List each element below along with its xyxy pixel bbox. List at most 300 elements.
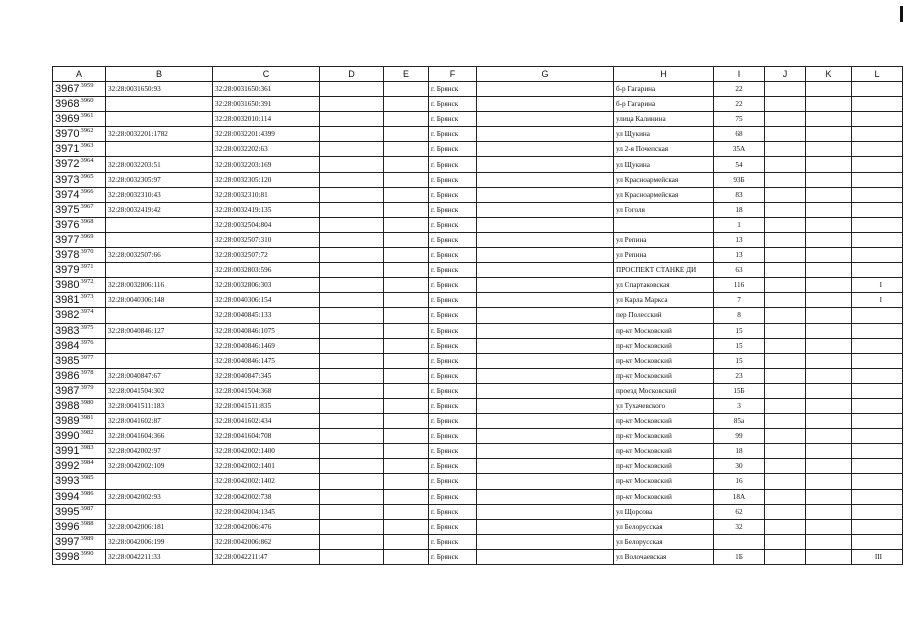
cell-i[interactable]: 15 (714, 338, 765, 353)
cell-b[interactable]: 32:28:0032201:1782 (106, 127, 213, 142)
cell-c[interactable]: 32:28:0032310:81 (213, 187, 320, 202)
cell-e[interactable] (384, 414, 429, 429)
cell-c[interactable]: 32:28:0032203:169 (213, 157, 320, 172)
cell-c[interactable]: 32:28:0041504:368 (213, 383, 320, 398)
cell-j[interactable] (765, 549, 806, 564)
cell-g[interactable] (477, 459, 614, 474)
cell-e[interactable] (384, 338, 429, 353)
cell-i[interactable] (714, 534, 765, 549)
cell-h[interactable]: ул Тухачевского (614, 398, 714, 413)
row-header-cell[interactable] (53, 248, 106, 263)
cell-d[interactable] (320, 172, 384, 187)
cell-j[interactable] (765, 278, 806, 293)
cell-f[interactable]: г. Брянск (429, 142, 477, 157)
cell-c[interactable]: 32:28:0042211:47 (213, 549, 320, 564)
cell-f[interactable]: г. Брянск (429, 202, 477, 217)
cell-g[interactable] (477, 157, 614, 172)
cell-l[interactable] (852, 323, 903, 338)
cell-e[interactable] (384, 323, 429, 338)
cell-l[interactable]: III (852, 549, 903, 564)
row-header-cell[interactable] (53, 383, 106, 398)
cell-h[interactable]: пр-кт Московский (614, 459, 714, 474)
cell-k[interactable] (806, 429, 852, 444)
cell-e[interactable] (384, 353, 429, 368)
cell-g[interactable] (477, 112, 614, 127)
cell-e[interactable] (384, 549, 429, 564)
cell-d[interactable] (320, 142, 384, 157)
cell-c[interactable]: 32:28:0040846:1475 (213, 353, 320, 368)
cell-b[interactable] (106, 263, 213, 278)
cell-h[interactable]: пр-кт Московский (614, 323, 714, 338)
cell-g[interactable] (477, 172, 614, 187)
cell-d[interactable] (320, 263, 384, 278)
cell-d[interactable] (320, 248, 384, 263)
column-header-h[interactable]: H (614, 67, 714, 82)
cell-k[interactable] (806, 459, 852, 474)
cell-j[interactable] (765, 534, 806, 549)
cell-f[interactable]: г. Брянск (429, 157, 477, 172)
cell-g[interactable] (477, 293, 614, 308)
row-header-cell[interactable] (53, 534, 106, 549)
row-header-cell[interactable] (53, 263, 106, 278)
cell-h[interactable]: пр-кт Московский (614, 429, 714, 444)
row-header-cell[interactable] (53, 323, 106, 338)
row-header-cell[interactable] (53, 308, 106, 323)
cell-b[interactable]: 32:28:0032305:97 (106, 172, 213, 187)
row-header-cell[interactable] (53, 414, 106, 429)
cell-k[interactable] (806, 519, 852, 534)
cell-j[interactable] (765, 142, 806, 157)
cell-d[interactable] (320, 519, 384, 534)
cell-l[interactable] (852, 414, 903, 429)
row-header-cell[interactable] (53, 217, 106, 232)
cell-d[interactable] (320, 202, 384, 217)
cell-i[interactable]: 63 (714, 263, 765, 278)
cell-b[interactable]: 32:28:0032507:66 (106, 248, 213, 263)
cell-k[interactable] (806, 97, 852, 112)
cell-e[interactable] (384, 263, 429, 278)
cell-b[interactable]: 32:28:0040847:67 (106, 368, 213, 383)
cell-d[interactable] (320, 127, 384, 142)
cell-j[interactable] (765, 127, 806, 142)
cell-f[interactable]: г. Брянск (429, 263, 477, 278)
cell-l[interactable] (852, 97, 903, 112)
cell-c[interactable]: 32:28:0032201:4399 (213, 127, 320, 142)
cell-h[interactable]: ул Репина (614, 232, 714, 247)
row-header-cell[interactable] (53, 459, 106, 474)
cell-f[interactable]: г. Брянск (429, 308, 477, 323)
cell-k[interactable] (806, 82, 852, 97)
cell-i[interactable]: 15 (714, 353, 765, 368)
cell-h[interactable]: ул Репина (614, 248, 714, 263)
cell-e[interactable] (384, 232, 429, 247)
cell-b[interactable]: 32:28:0040306:148 (106, 293, 213, 308)
cell-c[interactable]: 32:28:0041604:708 (213, 429, 320, 444)
cell-j[interactable] (765, 248, 806, 263)
cell-g[interactable] (477, 489, 614, 504)
cell-b[interactable] (106, 217, 213, 232)
cell-f[interactable]: г. Брянск (429, 459, 477, 474)
cell-j[interactable] (765, 82, 806, 97)
cell-f[interactable]: г. Брянск (429, 549, 477, 564)
cell-k[interactable] (806, 414, 852, 429)
cell-e[interactable] (384, 187, 429, 202)
cell-b[interactable]: 32:28:0032203:51 (106, 157, 213, 172)
cell-j[interactable] (765, 263, 806, 278)
cell-d[interactable] (320, 97, 384, 112)
cell-d[interactable] (320, 217, 384, 232)
cell-h[interactable]: пр-кт Московский (614, 353, 714, 368)
cell-f[interactable]: г. Брянск (429, 429, 477, 444)
cell-i[interactable]: 75 (714, 112, 765, 127)
cell-g[interactable] (477, 97, 614, 112)
column-header-i[interactable]: I (714, 67, 765, 82)
cell-j[interactable] (765, 308, 806, 323)
cell-i[interactable]: 30 (714, 459, 765, 474)
cell-h[interactable]: ул 2-я Почепская (614, 142, 714, 157)
column-header-e[interactable]: E (384, 67, 429, 82)
cell-k[interactable] (806, 293, 852, 308)
cell-i[interactable]: 35А (714, 142, 765, 157)
row-header-cell[interactable] (53, 112, 106, 127)
cell-h[interactable]: ул Красноармейская (614, 172, 714, 187)
row-header-cell[interactable] (53, 519, 106, 534)
row-header-cell[interactable] (53, 172, 106, 187)
cell-e[interactable] (384, 504, 429, 519)
cell-k[interactable] (806, 202, 852, 217)
cell-j[interactable] (765, 202, 806, 217)
cell-h[interactable]: ул Спартаковская (614, 278, 714, 293)
cell-d[interactable] (320, 549, 384, 564)
cell-l[interactable] (852, 383, 903, 398)
cell-h[interactable]: ул Белорусская (614, 534, 714, 549)
row-header-cell[interactable] (53, 489, 106, 504)
cell-f[interactable]: г. Брянск (429, 383, 477, 398)
cell-c[interactable]: 32:28:0042002:738 (213, 489, 320, 504)
cell-g[interactable] (477, 308, 614, 323)
cell-i[interactable]: 13 (714, 232, 765, 247)
cell-k[interactable] (806, 232, 852, 247)
cell-g[interactable] (477, 202, 614, 217)
cell-h[interactable]: б-р Гагарина (614, 82, 714, 97)
cell-c[interactable]: 32:28:0031650:361 (213, 82, 320, 97)
cell-f[interactable]: г. Брянск (429, 414, 477, 429)
cell-e[interactable] (384, 383, 429, 398)
cell-k[interactable] (806, 142, 852, 157)
cell-f[interactable]: г. Брянск (429, 338, 477, 353)
cell-l[interactable] (852, 232, 903, 247)
cell-g[interactable] (477, 278, 614, 293)
cell-k[interactable] (806, 112, 852, 127)
cell-e[interactable] (384, 97, 429, 112)
cell-d[interactable] (320, 323, 384, 338)
cell-b[interactable]: 32:28:0041602:87 (106, 414, 213, 429)
cell-i[interactable]: 22 (714, 97, 765, 112)
cell-c[interactable]: 32:28:0032419:135 (213, 202, 320, 217)
cell-j[interactable] (765, 504, 806, 519)
cell-d[interactable] (320, 398, 384, 413)
cell-j[interactable] (765, 97, 806, 112)
cell-i[interactable]: 8 (714, 308, 765, 323)
column-header-j[interactable]: J (765, 67, 806, 82)
cell-i[interactable]: 18 (714, 444, 765, 459)
cell-e[interactable] (384, 278, 429, 293)
cell-b[interactable]: 32:28:0042211:33 (106, 549, 213, 564)
cell-l[interactable] (852, 217, 903, 232)
cell-b[interactable]: 32:28:0032310:43 (106, 187, 213, 202)
cell-j[interactable] (765, 459, 806, 474)
cell-i[interactable]: 1 (714, 217, 765, 232)
cell-d[interactable] (320, 308, 384, 323)
row-header-cell[interactable] (53, 293, 106, 308)
column-header-l[interactable]: L (852, 67, 903, 82)
cell-f[interactable]: г. Брянск (429, 187, 477, 202)
cell-b[interactable] (106, 504, 213, 519)
cell-h[interactable]: ул Карла Маркса (614, 293, 714, 308)
cell-j[interactable] (765, 474, 806, 489)
cell-i[interactable]: 54 (714, 157, 765, 172)
cell-e[interactable] (384, 293, 429, 308)
cell-h[interactable]: улица Калинина (614, 112, 714, 127)
cell-l[interactable] (852, 142, 903, 157)
cell-d[interactable] (320, 383, 384, 398)
cell-i[interactable]: 62 (714, 504, 765, 519)
cell-k[interactable] (806, 353, 852, 368)
cell-c[interactable]: 32:28:0032507:72 (213, 248, 320, 263)
cell-j[interactable] (765, 414, 806, 429)
cell-h[interactable]: пр-кт Московский (614, 489, 714, 504)
cell-d[interactable] (320, 112, 384, 127)
row-header-cell[interactable] (53, 157, 106, 172)
cell-i[interactable]: 83 (714, 187, 765, 202)
cell-k[interactable] (806, 248, 852, 263)
cell-d[interactable] (320, 429, 384, 444)
cell-j[interactable] (765, 489, 806, 504)
cell-f[interactable]: г. Брянск (429, 489, 477, 504)
row-header-cell[interactable] (53, 549, 106, 564)
cell-e[interactable] (384, 157, 429, 172)
cell-d[interactable] (320, 157, 384, 172)
cell-l[interactable] (852, 157, 903, 172)
cell-f[interactable]: г. Брянск (429, 519, 477, 534)
cell-f[interactable]: г. Брянск (429, 444, 477, 459)
cell-b[interactable]: 32:28:0041504:302 (106, 383, 213, 398)
cell-b[interactable]: 32:28:0041511:183 (106, 398, 213, 413)
cell-h[interactable]: ПРОСПЕКТ СТАНКЕ ДИ (614, 263, 714, 278)
cell-c[interactable]: 32:28:0040306:154 (213, 293, 320, 308)
cell-l[interactable]: I (852, 293, 903, 308)
cell-d[interactable] (320, 489, 384, 504)
cell-d[interactable] (320, 293, 384, 308)
cell-j[interactable] (765, 383, 806, 398)
cell-e[interactable] (384, 248, 429, 263)
cell-g[interactable] (477, 549, 614, 564)
cell-l[interactable] (852, 353, 903, 368)
cell-g[interactable] (477, 217, 614, 232)
cell-k[interactable] (806, 338, 852, 353)
cell-e[interactable] (384, 82, 429, 97)
cell-k[interactable] (806, 323, 852, 338)
cell-c[interactable]: 32:28:0040846:1469 (213, 338, 320, 353)
cell-c[interactable]: 32:28:0032202:63 (213, 142, 320, 157)
cell-l[interactable] (852, 504, 903, 519)
cell-d[interactable] (320, 338, 384, 353)
row-header-cell[interactable] (53, 202, 106, 217)
cell-j[interactable] (765, 293, 806, 308)
cell-i[interactable]: 93Б (714, 172, 765, 187)
cell-g[interactable] (477, 248, 614, 263)
cell-j[interactable] (765, 187, 806, 202)
cell-c[interactable]: 32:28:0032806:303 (213, 278, 320, 293)
cell-j[interactable] (765, 398, 806, 413)
cell-c[interactable]: 32:28:0032305:120 (213, 172, 320, 187)
cell-l[interactable] (852, 112, 903, 127)
cell-i[interactable]: 16 (714, 474, 765, 489)
cell-l[interactable] (852, 368, 903, 383)
cell-e[interactable] (384, 202, 429, 217)
cell-f[interactable]: г. Брянск (429, 172, 477, 187)
cell-h[interactable]: пер Полесский (614, 308, 714, 323)
row-header-cell[interactable] (53, 127, 106, 142)
cell-k[interactable] (806, 217, 852, 232)
cell-c[interactable]: 32:28:0031650:391 (213, 97, 320, 112)
cell-d[interactable] (320, 534, 384, 549)
cell-b[interactable]: 32:28:0042002:109 (106, 459, 213, 474)
cell-d[interactable] (320, 187, 384, 202)
cell-j[interactable] (765, 519, 806, 534)
cell-l[interactable] (852, 459, 903, 474)
cell-g[interactable] (477, 398, 614, 413)
cell-i[interactable]: 32 (714, 519, 765, 534)
row-header-cell[interactable] (53, 278, 106, 293)
cell-l[interactable] (852, 308, 903, 323)
cell-g[interactable] (477, 444, 614, 459)
cell-b[interactable] (106, 112, 213, 127)
cell-c[interactable]: 32:28:0032010:114 (213, 112, 320, 127)
cell-f[interactable]: г. Брянск (429, 323, 477, 338)
cell-j[interactable] (765, 444, 806, 459)
cell-j[interactable] (765, 172, 806, 187)
cell-g[interactable] (477, 187, 614, 202)
cell-l[interactable] (852, 82, 903, 97)
cell-f[interactable]: г. Брянск (429, 353, 477, 368)
cell-c[interactable]: 32:28:0042002:1401 (213, 459, 320, 474)
cell-i[interactable]: 99 (714, 429, 765, 444)
cell-b[interactable]: 32:28:0032419:42 (106, 202, 213, 217)
column-header-g[interactable]: G (477, 67, 614, 82)
cell-i[interactable]: 3 (714, 398, 765, 413)
cell-g[interactable] (477, 263, 614, 278)
cell-g[interactable] (477, 504, 614, 519)
cell-d[interactable] (320, 353, 384, 368)
row-header-cell[interactable] (53, 504, 106, 519)
cell-j[interactable] (765, 338, 806, 353)
cell-h[interactable]: пр-кт Московский (614, 414, 714, 429)
cell-d[interactable] (320, 504, 384, 519)
cell-g[interactable] (477, 368, 614, 383)
cell-h[interactable]: пр-кт Московский (614, 338, 714, 353)
cell-e[interactable] (384, 489, 429, 504)
row-header-cell[interactable] (53, 398, 106, 413)
cell-k[interactable] (806, 489, 852, 504)
row-header-cell[interactable] (53, 232, 106, 247)
cell-l[interactable] (852, 172, 903, 187)
cell-i[interactable]: 68 (714, 127, 765, 142)
cell-c[interactable]: 32:28:0041511:835 (213, 398, 320, 413)
cell-i[interactable]: 1Б (714, 549, 765, 564)
row-header-cell[interactable] (53, 368, 106, 383)
cell-e[interactable] (384, 127, 429, 142)
column-header-f[interactable]: F (429, 67, 477, 82)
cell-e[interactable] (384, 142, 429, 157)
cell-g[interactable] (477, 353, 614, 368)
cell-k[interactable] (806, 504, 852, 519)
cell-i[interactable]: 7 (714, 293, 765, 308)
cell-c[interactable]: 32:28:0041602:434 (213, 414, 320, 429)
column-header-k[interactable]: K (806, 67, 852, 82)
cell-g[interactable] (477, 474, 614, 489)
cell-l[interactable]: I (852, 278, 903, 293)
cell-i[interactable]: 13 (714, 248, 765, 263)
cell-e[interactable] (384, 368, 429, 383)
cell-f[interactable]: г. Брянск (429, 82, 477, 97)
cell-i[interactable]: 85а (714, 414, 765, 429)
cell-e[interactable] (384, 308, 429, 323)
cell-d[interactable] (320, 474, 384, 489)
cell-i[interactable]: 18 (714, 202, 765, 217)
cell-c[interactable]: 32:28:0040845:133 (213, 308, 320, 323)
cell-b[interactable]: 32:28:0042006:199 (106, 534, 213, 549)
cell-f[interactable]: г. Брянск (429, 398, 477, 413)
cell-l[interactable] (852, 338, 903, 353)
cell-e[interactable] (384, 459, 429, 474)
cell-l[interactable] (852, 489, 903, 504)
cell-e[interactable] (384, 398, 429, 413)
cell-l[interactable] (852, 398, 903, 413)
cell-d[interactable] (320, 459, 384, 474)
cell-b[interactable]: 32:28:0041604:366 (106, 429, 213, 444)
cell-f[interactable]: г. Брянск (429, 127, 477, 142)
cell-l[interactable] (852, 444, 903, 459)
cell-d[interactable] (320, 278, 384, 293)
cell-k[interactable] (806, 534, 852, 549)
cell-i[interactable]: 23 (714, 368, 765, 383)
cell-g[interactable] (477, 232, 614, 247)
cell-k[interactable] (806, 444, 852, 459)
cell-j[interactable] (765, 217, 806, 232)
cell-f[interactable]: г. Брянск (429, 368, 477, 383)
cell-i[interactable]: 18А (714, 489, 765, 504)
cell-h[interactable]: ул Гоголя (614, 202, 714, 217)
cell-h[interactable]: пр-кт Московский (614, 474, 714, 489)
cell-g[interactable] (477, 127, 614, 142)
cell-l[interactable] (852, 127, 903, 142)
cell-l[interactable] (852, 429, 903, 444)
cell-c[interactable]: 32:28:0042006:476 (213, 519, 320, 534)
cell-j[interactable] (765, 157, 806, 172)
cell-j[interactable] (765, 323, 806, 338)
cell-b[interactable] (106, 97, 213, 112)
column-header-d[interactable]: D (320, 67, 384, 82)
cell-e[interactable] (384, 444, 429, 459)
cell-b[interactable]: 32:28:0032806:116 (106, 278, 213, 293)
cell-b[interactable]: 32:28:0042002:93 (106, 489, 213, 504)
cell-b[interactable] (106, 353, 213, 368)
cell-e[interactable] (384, 534, 429, 549)
cell-j[interactable] (765, 368, 806, 383)
cell-b[interactable]: 32:28:0042006:181 (106, 519, 213, 534)
cell-g[interactable] (477, 414, 614, 429)
